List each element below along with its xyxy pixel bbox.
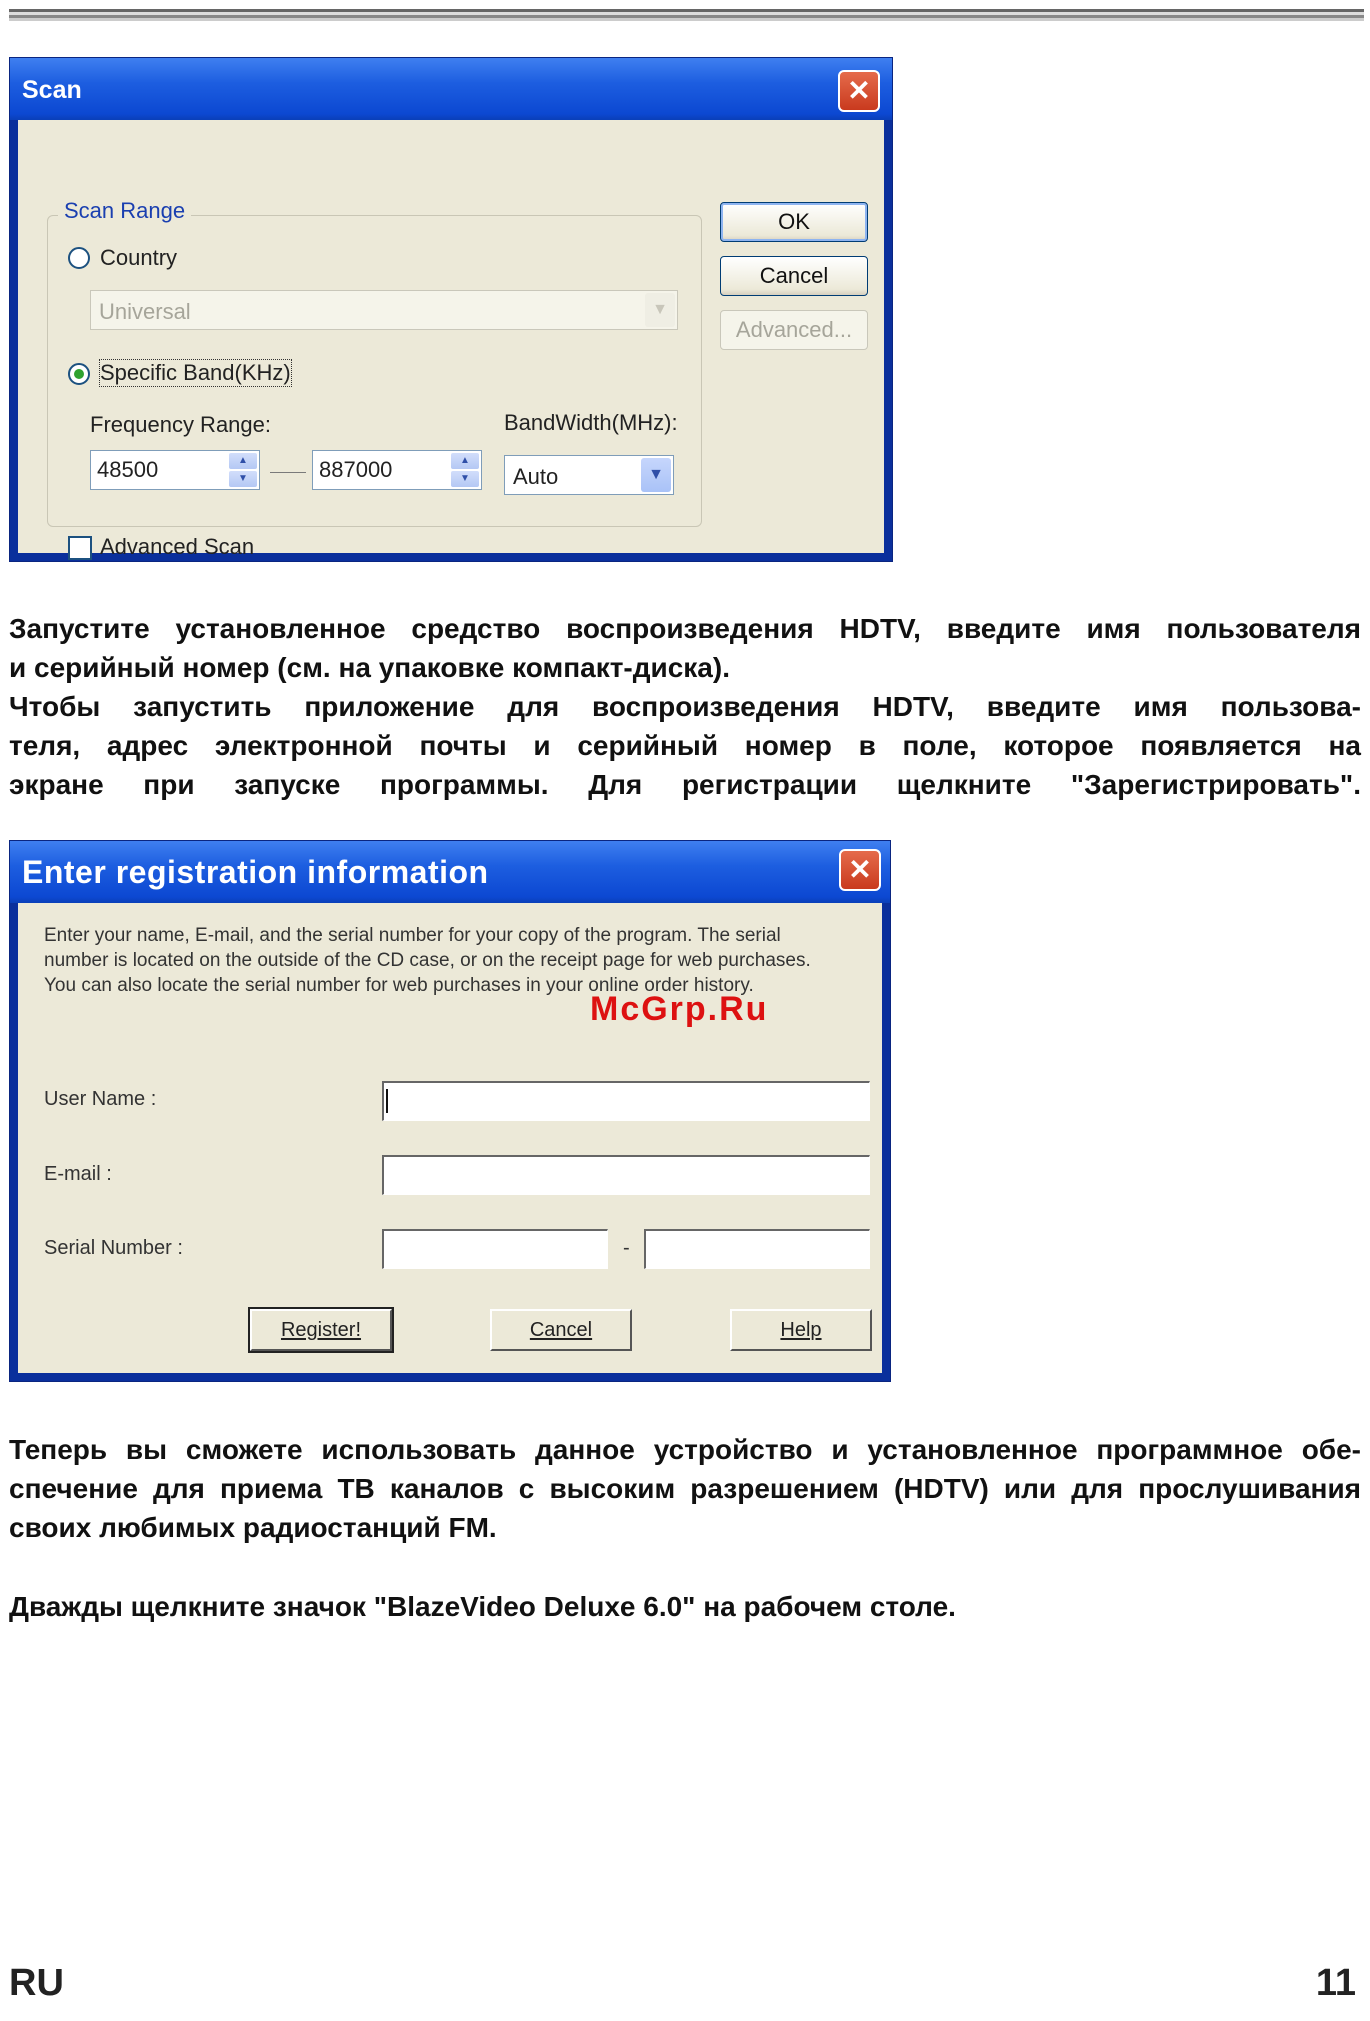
freq-to-value: 887000 [319,457,393,482]
spin-up-icon[interactable]: ▲ [229,453,257,469]
registration-client-area [18,903,882,1373]
freq-from-value: 48500 [97,457,159,482]
country-radio[interactable] [68,247,90,269]
user-name-label: User Name : [44,1088,157,1110]
intro-line: number is located on the outside of the CD case, or on the receipt page for web purchases. [44,950,811,971]
registration-dialog [9,840,891,1382]
paragraph-line: экране при запуске программы. Для регистрации щелкните "Зарегистрировать". [9,769,1361,800]
scan-client-area [18,120,884,559]
freq-from-spinner[interactable] [90,450,260,490]
intro-line: You can also locate the serial number for web purchases in your online order history. [44,975,754,996]
chevron-down-icon: ▼ [645,293,675,327]
email-input[interactable] [382,1155,870,1195]
freq-to-spinner[interactable] [312,450,482,490]
registration-close-button[interactable]: ✕ [839,849,881,891]
paragraph-line: Дважды щелкните значок "BlazeVideo Deluxe 6.0" на рабочем столе. [9,1591,956,1622]
cancel-button[interactable]: Cancel [720,256,868,296]
registration-titlebar[interactable] [10,841,890,903]
user-name-input[interactable] [382,1081,870,1121]
page-number: 11 [1315,1962,1356,2004]
intro-line: Enter your name, E-mail, and the serial number for your copy of the program. The serial [44,925,781,946]
scan-close-button[interactable]: ✕ [838,70,880,112]
paragraph-line: Чтобы запустить приложение для воспроизведения HDTV, введите имя пользова- [9,691,1361,722]
spin-up-icon[interactable]: ▲ [451,453,479,469]
bandwidth-select[interactable] [504,455,674,495]
serial-part2-input[interactable] [644,1229,870,1269]
advanced-scan-checkbox[interactable] [68,536,92,560]
email-label: E-mail : [44,1163,112,1185]
help-button[interactable]: Help [730,1309,872,1351]
paragraph-line: Запустите установленное средство воспроизведения HDTV, введите имя пользователя [9,613,1361,644]
specific-band-radio[interactable] [68,363,90,385]
registration-intro [44,923,874,998]
scan-dialog [9,57,893,562]
advanced-scan-label: Advanced Scan [100,534,255,559]
text-caret [386,1089,388,1113]
paragraph-line: и серийный номер (см. на упаковке компакт-диска). [9,652,730,683]
chevron-down-icon: ▼ [641,458,671,492]
advanced-button: Advanced... [720,310,868,350]
spin-down-icon[interactable]: ▼ [451,471,479,487]
serial-part1-input[interactable] [382,1229,608,1269]
country-select [90,290,678,330]
bandwidth-label: BandWidth(MHz): [504,410,678,435]
scan-title: Scan [22,76,82,104]
serial-separator: - [623,1237,630,1259]
paragraph-line: своих любимых радиостанций FM. [9,1512,497,1543]
instruction-paragraph-2 [9,1430,1361,1547]
top-rule [9,9,1364,21]
watermark: McGrp.Ru [590,990,769,1028]
country-label: Country [100,245,178,270]
spin-down-icon[interactable]: ▼ [229,471,257,487]
frequency-range-label: Frequency Range: [90,412,271,437]
registration-title: Enter registration information [22,854,489,890]
instruction-paragraph-3 [9,1587,956,1626]
instruction-paragraph-1 [9,609,1361,804]
paragraph-line: теля, адрес электронной почты и серийный номер в поле, которое появляется на [9,730,1361,761]
range-dash [270,472,306,473]
ok-button[interactable]: OK [720,202,868,242]
paragraph-line: спечение для приема ТВ каналов с высоким разрешением (HDTV) или для прослушивания [9,1473,1361,1504]
register-button[interactable]: Register! [250,1309,392,1351]
registration-cancel-button[interactable]: Cancel [490,1309,632,1351]
country-select-value: Universal [99,299,191,324]
specific-band-label: Specific Band(KHz) [100,360,291,385]
scan-titlebar[interactable] [10,58,892,120]
footer-language: RU [9,1962,64,2004]
scan-range-label: Scan Range [58,198,191,224]
paragraph-line: Теперь вы сможете использовать данное устройство и установленное программное обе- [9,1434,1361,1465]
serial-number-label: Serial Number : [44,1237,183,1259]
bandwidth-value: Auto [513,464,559,489]
